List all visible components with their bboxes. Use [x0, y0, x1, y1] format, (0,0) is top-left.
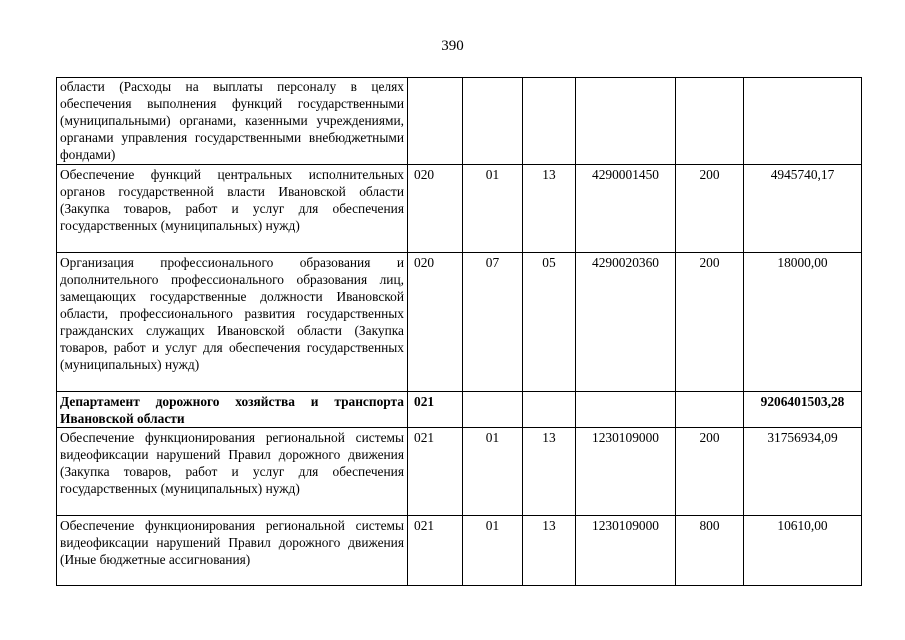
expense-type-code: 200	[676, 428, 744, 516]
amount-cell: 4945740,17	[744, 165, 862, 253]
row-description: Обеспечение функций центральных исполнительных органов государственной власти Ивановской области (Закупка товаров, работ и услуг для обеспечения государственных (муниципальных) нужд)	[57, 165, 408, 253]
table-row	[57, 165, 862, 253]
table-row	[57, 253, 862, 392]
amount-cell: 18000,00	[744, 253, 862, 392]
section-code: 07	[463, 253, 523, 392]
ministry-code: 020	[408, 165, 463, 253]
subsection-code: 13	[523, 516, 576, 586]
target-article-code: 4290001450	[576, 165, 676, 253]
ministry-code: 020	[408, 253, 463, 392]
expense-type-code	[676, 78, 744, 165]
amount-cell: 10610,00	[744, 516, 862, 586]
amount-cell: 9206401503,28	[744, 392, 862, 428]
table-row-department	[57, 392, 862, 428]
ministry-code: 021	[408, 428, 463, 516]
ministry-code	[408, 78, 463, 165]
amount-cell: 31756934,09	[744, 428, 862, 516]
section-code	[463, 78, 523, 165]
target-article-code: 1230109000	[576, 516, 676, 586]
subsection-code: 13	[523, 165, 576, 253]
amount-cell	[744, 78, 862, 165]
section-code: 01	[463, 165, 523, 253]
table-row	[57, 78, 862, 165]
subsection-code: 05	[523, 253, 576, 392]
subsection-code	[523, 392, 576, 428]
table-row	[57, 428, 862, 516]
target-article-code: 1230109000	[576, 428, 676, 516]
row-description: области (Расходы на выплаты персоналу в целях обеспечения выполнения функций государственными (муниципальными) органами, казенными учреждениями, органами управления государственными внебюджетными фондами)	[57, 78, 408, 165]
expense-type-code	[676, 392, 744, 428]
budget-table	[56, 77, 862, 586]
section-code	[463, 392, 523, 428]
expense-type-code: 800	[676, 516, 744, 586]
row-description: Организация профессионального образования и дополнительного профессионального образования лиц, замещающих государственные должности Ивановской области, профессионального развития государственных гражданских служащих Ивановской области (Закупка товаров, работ и услуг для обеспечения государственных (муниципальных) нужд)	[57, 253, 408, 392]
target-article-code	[576, 78, 676, 165]
target-article-code	[576, 392, 676, 428]
target-article-code: 4290020360	[576, 253, 676, 392]
ministry-code: 021	[408, 392, 463, 428]
section-code: 01	[463, 516, 523, 586]
subsection-code	[523, 78, 576, 165]
row-description: Обеспечение функционирования региональной системы видеофиксации нарушений Правил дорожного движения (Закупка товаров, работ и услуг для обеспечения государственных (муниципальных) нужд)	[57, 428, 408, 516]
expense-type-code: 200	[676, 165, 744, 253]
row-description: Департамент дорожного хозяйства и транспорта Ивановской области	[57, 392, 408, 428]
ministry-code: 021	[408, 516, 463, 586]
subsection-code: 13	[523, 428, 576, 516]
section-code: 01	[463, 428, 523, 516]
table-row	[57, 516, 862, 586]
page-number: 390	[441, 38, 464, 54]
expense-type-code: 200	[676, 253, 744, 392]
row-description: Обеспечение функционирования региональной системы видеофиксации нарушений Правил дорожного движения (Иные бюджетные ассигнования)	[57, 516, 408, 586]
